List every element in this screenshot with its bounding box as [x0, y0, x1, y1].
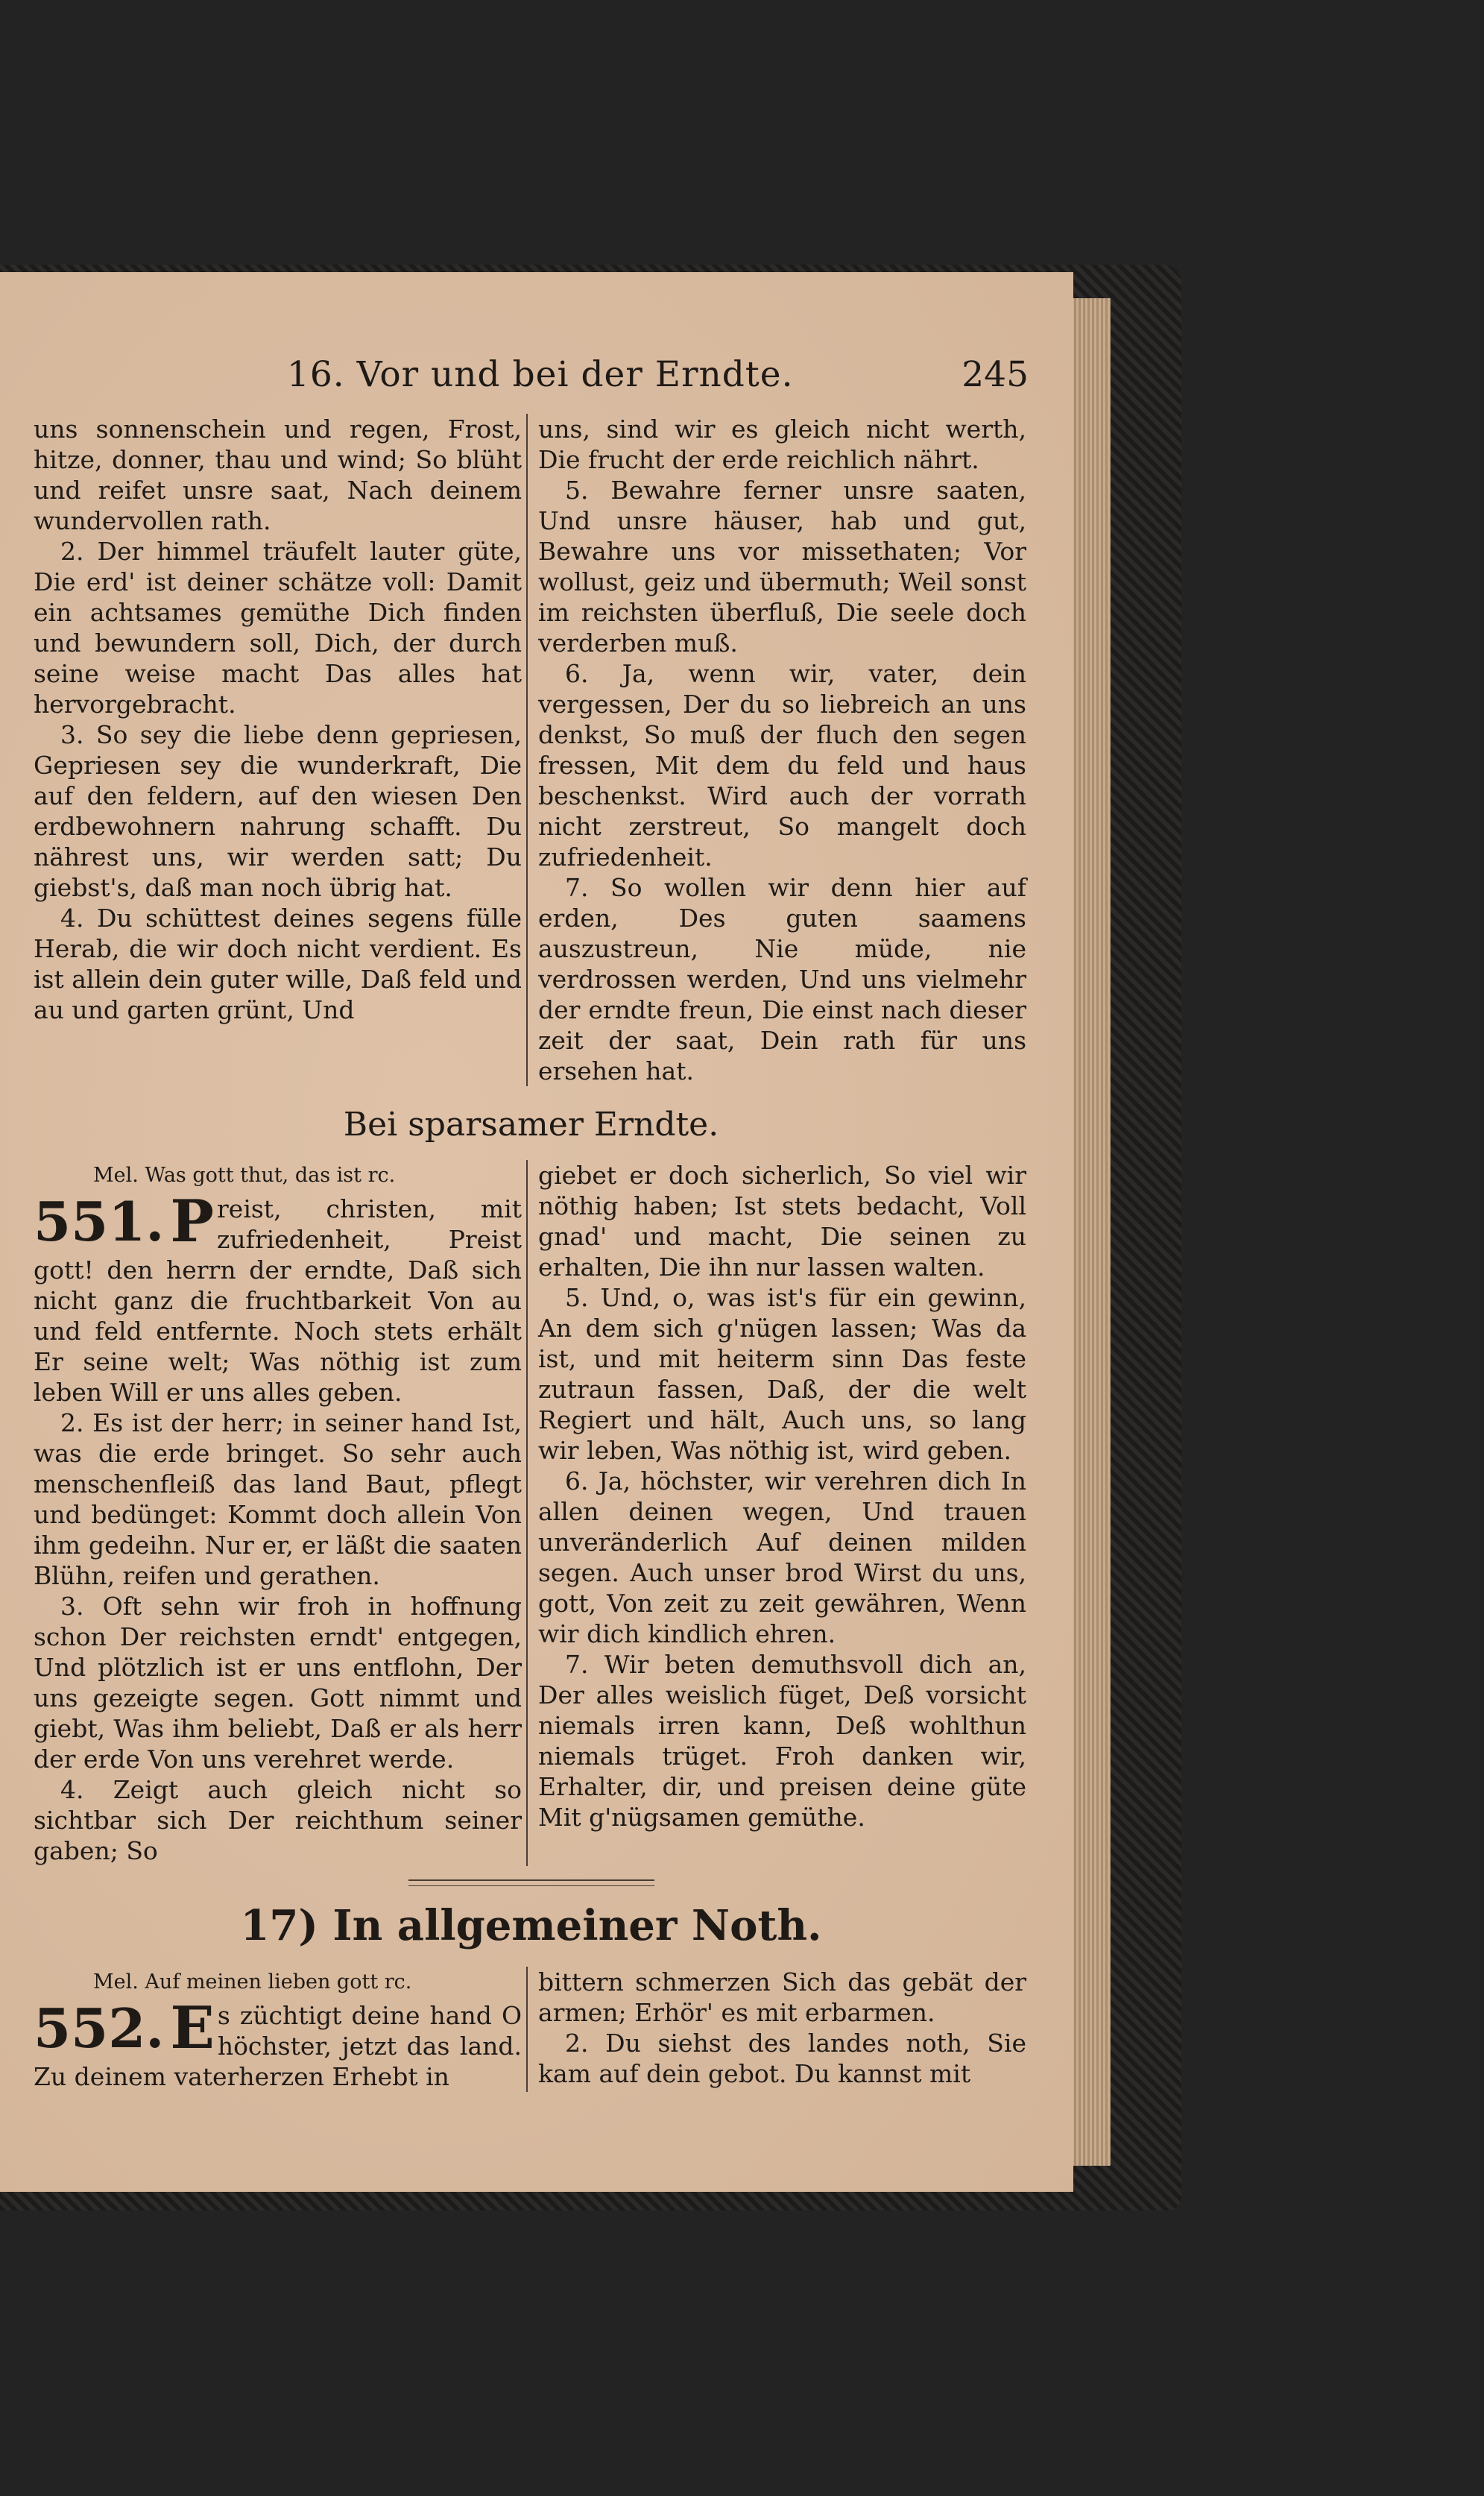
right-column	[526, 414, 1026, 1086]
section-sparsame-erndte	[34, 1160, 1029, 1866]
section-heading: 17) In allgemeiner Noth.	[240, 1901, 822, 1950]
left-column	[34, 1160, 526, 1866]
verse: 3. So sey die liebe denn gepriesen, Gepriesen sey die wunderkraft, Die auf den feldern, auf den wiesen Den erdbewohnern nahrung schafft. Du nährest uns, wir werden satt; Du giebst's, daß man noch übrig hat.	[34, 720, 522, 902]
verse: 7. Wir beten demuthsvoll dich an, Der alles weislich füget, Deß vorsicht niemals irren kann, Deß wohlthun niemals trüget. Froh danken wir, Erhalter, dir, und preisen deine güte Mit g'nügsamen gemüthe.	[538, 1650, 1026, 1832]
page-content	[34, 354, 1029, 2092]
verse: uns sonnenschein und regen, Frost, hitze, donner, thau und wind; So blüht und reifet unsre saat, Nach deinem wundervollen rath.	[34, 415, 522, 535]
ornamental-divider	[408, 1879, 654, 1886]
melody-note: Mel. Auf meinen lieben gott rc.	[93, 1970, 412, 1994]
verse: 2. Es ist der herr; in seiner hand Ist, was die erde bringet. So sehr auch menschenfleiß das land Baut, pflegt und bedünget: Kommt doch allein Von ihm gedeihn. Nur er, er läßt die saaten Blühn, reifen und gerathen.	[34, 1408, 522, 1590]
verse: reist, christen, mit zufriedenheit, Preist gott! den herrn der erndte, Daß sich nicht ganz die fruchtbarkeit Von au und feld entfernte. Noch stets erhält Er seine welt; Was nöthig ist zum leben Will er uns alles geben.	[34, 1194, 522, 1407]
verse: 5. Und, o, was ist's für ein gewinn, An dem sich g'nügen lassen; Was da ist, und mit heiterm sinn Das feste zutraun fassen, Daß, der die welt Regiert und hält, Auch uns, so lang wir leben, Was nöthig ist, wird geben.	[538, 1283, 1026, 1465]
verse: 5. Bewahre ferner unsre saaten, Und unsre häuser, hab und gut, Bewahre uns vor missethaten; Vor wollust, geiz und übermuth; Weil sonst im reichsten überfluß, Die seele doch verderben muß.	[538, 476, 1026, 658]
verse: 4. Du schüttest deines segens fülle Herab, die wir doch nicht verdient. Es ist allein dein guter wille, Daß feld und au und garten grünt, Und	[34, 904, 522, 1024]
verse: 2. Der himmel träufelt lauter güte, Die erd' ist deiner schätze voll: Damit ein achtsames gemüthe Dich finden und bewundern soll, Dich, der durch seine weise macht Das alles hat hervorgebracht.	[34, 537, 522, 719]
section-erndte	[34, 414, 1029, 1086]
running-head-title: 16. Vor und bei der Erndte.	[287, 354, 794, 395]
melody-note: Mel. Was gott thut, das ist rc.	[93, 1164, 396, 1187]
left-column	[34, 414, 526, 1086]
verse: 3. Oft sehn wir froh in hoffnung schon Der reichsten erndt' entgegen, Und plötzlich ist er uns entflohn, Der uns gezeigte segen. Gott nimmt und giebt, Was ihm beliebt, Daß er als herr der erde Von uns verehret werde.	[34, 1592, 522, 1774]
left-column	[34, 1967, 526, 2092]
hymn-start	[34, 1994, 522, 2092]
hymn-number: 551.	[34, 1190, 165, 1253]
verse: 6. Ja, höchster, wir verehren dich In allen deinen wegen, Und trauen unveränderlich Auf deinen milden segen. Auch unser brod Wirst du uns, gott, Von zeit zu zeit gewähren, Wenn wir dich kindlich ehren.	[538, 1466, 1026, 1648]
running-head	[34, 354, 1029, 414]
right-column	[526, 1967, 1026, 2092]
section-heading: Bei sparsamer Erndte.	[343, 1106, 719, 1144]
verse: 2. Du siehst des landes noth, Sie kam auf dein gebot. Du kannst mit	[538, 2029, 1026, 2088]
drop-initial: E	[170, 1994, 215, 2062]
hymn-start	[34, 1188, 522, 1408]
drop-initial: P	[170, 1188, 215, 1255]
verse: uns, sind wir es gleich nicht werth, Die frucht der erde reichlich nährt.	[538, 415, 1026, 474]
book-page	[0, 272, 1073, 2192]
verse: 7. So wollen wir denn hier auf erden, Des guten saamens auszustreun, Nie müde, nie verdrossen werden, Und uns vielmehr der erndte freun, Die einst nach dieser zeit der saat, Dein rath für uns ersehen hat.	[538, 873, 1026, 1085]
verse: 4. Zeigt auch gleich nicht so sichtbar sich Der reichthum seiner gaben; So	[34, 1775, 522, 1865]
verse: bittern schmerzen Sich das gebät der armen; Erhör' es mit erbarmen.	[538, 1967, 1026, 2027]
verse: 6. Ja, wenn wir, vater, dein vergessen, Der du so liebreich an uns denkst, So muß der fluch den segen fressen, Mit dem du feld und haus beschenkst. Wird auch der vorrath nicht zerstreut, So mangelt doch zufriedenheit.	[538, 659, 1026, 872]
hymn-number: 552.	[34, 1997, 165, 2060]
verse: s züchtigt deine hand O höchster, jetzt das land. Zu deinem vaterherzen Erhebt in	[34, 2001, 522, 2091]
right-column	[526, 1160, 1026, 1866]
verse: giebet er doch sicherlich, So viel wir nöthig haben; Ist stets bedacht, Voll gnad' und macht, Die seinen zu erhalten, Die ihn nur lassen walten.	[538, 1161, 1026, 1282]
page-number: 245	[962, 354, 1029, 395]
section-allgemeine-noth	[34, 1967, 1029, 2092]
